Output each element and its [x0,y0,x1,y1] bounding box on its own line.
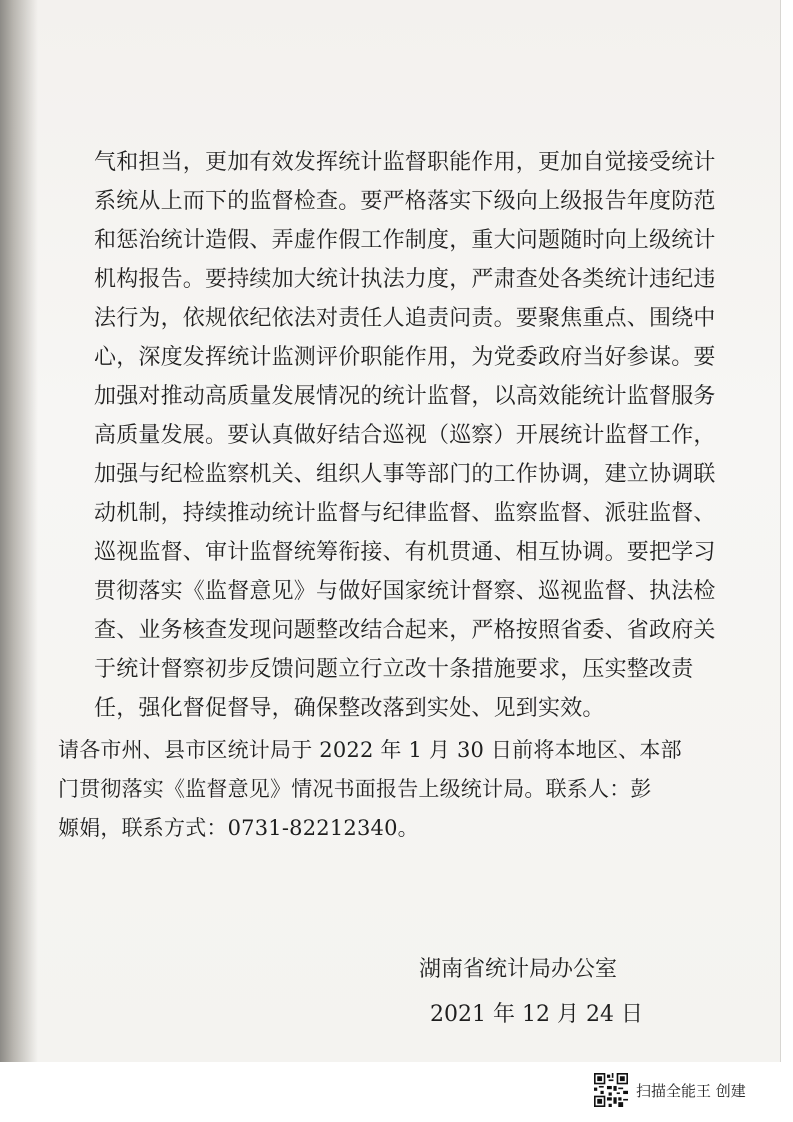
body-line: 任，强化督促督导，确保整改落到实处、见到实效。 [94,696,605,721]
body-line: 法行为，依规依纪依法对责任人追责问责。要聚焦重点、围绕中 [94,306,716,331]
body-line: 心，深度发挥统计监测评价职能作用，为党委政府当好参谋。要 [94,345,716,370]
closing-line: 嫄娟，联系方式：0731-82212340。 [58,816,419,840]
scanner-brand-text: 扫描全能王 创建 [636,1081,746,1100]
body-line: 高质量发展。要认真做好结合巡视（巡察）开展统计监督工作， [94,423,716,448]
issue-date: 2021 年 12 月 24 日 [430,1002,643,1027]
body-line: 查、业务核查发现问题整改结合起来，严格按照省委、省政府关 [94,618,716,643]
body-line: 动机制，持续推动统计监督与纪律监督、监察监督、派驻监督、 [94,501,716,526]
body-line: 气和担当，更加有效发挥统计监督职能作用，更加自觉接受统计 [94,150,716,175]
body-line: 系统从上而下的监督检查。要严格落实下级向上级报告年度防范 [94,189,716,214]
body-line: 和惩治统计造假、弄虚作假工作制度，重大问题随时向上级统计 [94,228,716,253]
body-line: 加强与纪检监察机关、组织人事等部门的工作协调，建立协调联 [94,462,716,487]
body-line: 加强对推动高质量发展情况的统计监督，以高效能统计监督服务 [94,384,716,409]
closing-line: 门贯彻落实《监督意见》情况书面报告上级统计局。联系人：彭 [58,777,652,801]
scanner-footer [594,1070,746,1110]
closing-line: 请各市州、县市区统计局于 2022 年 1 月 30 日前将本地区、本部 [58,738,682,762]
body-line: 贯彻落实《监督意见》与做好国家统计督察、巡视监督、执法检 [94,579,716,604]
qr-code-icon [594,1073,628,1107]
body-line: 于统计督察初步反馈问题立行立改十条措施要求，压实整改责 [94,657,694,682]
issuing-office: 湖南省统计局办公室 [419,957,618,982]
body-line: 机构报告。要持续加大统计执法力度，严肃查处各类统计违纪违 [94,267,716,292]
body-line: 巡视监督、审计监督统筹衔接、有机贯通、相互协调。要把学习 [94,540,716,565]
